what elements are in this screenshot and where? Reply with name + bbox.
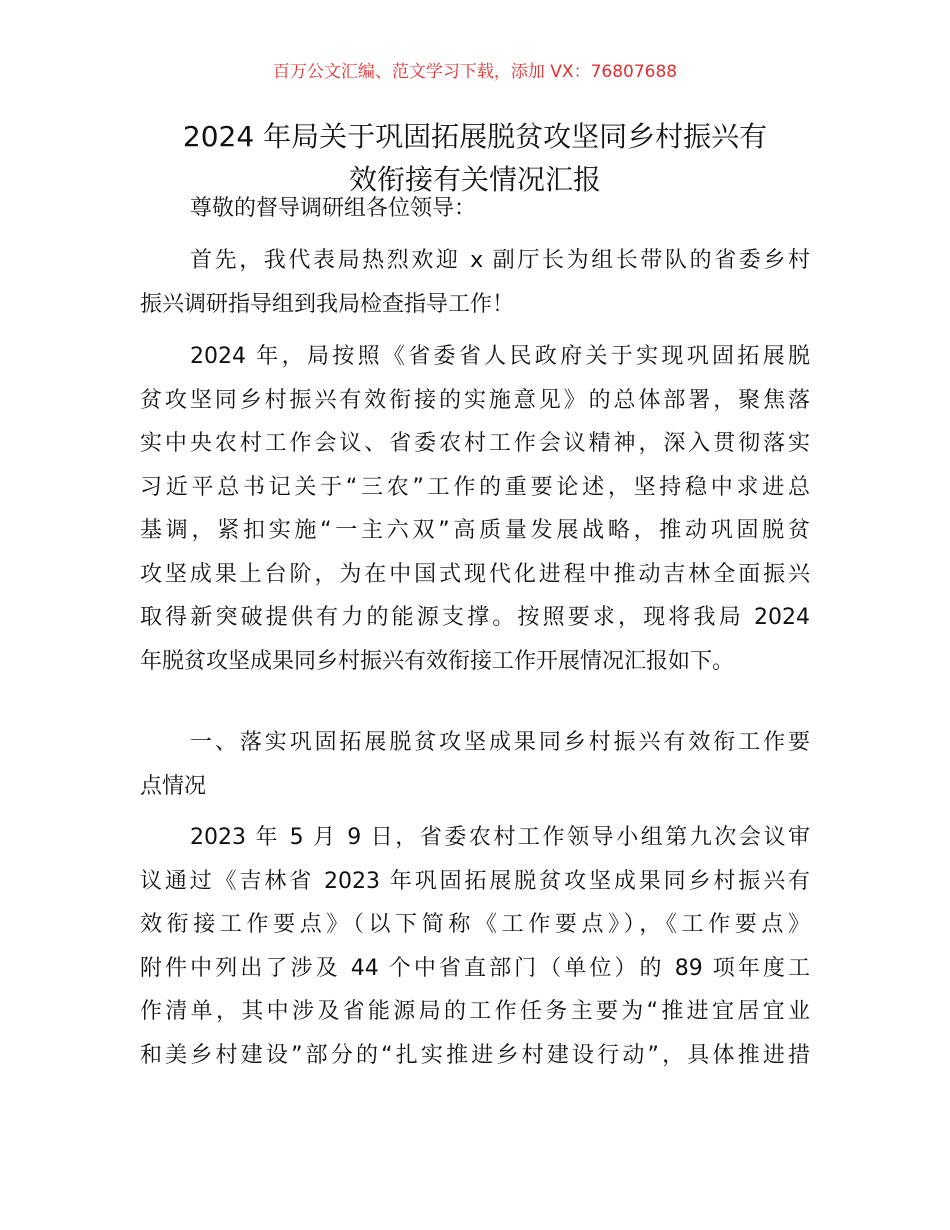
body-paragraph [140, 816, 810, 1077]
text-line: 一、落实巩固拓展脱贫攻坚成果同乡村振兴有效衔工作要 [190, 730, 810, 755]
section-heading-1 [140, 721, 810, 808]
overview-paragraph [140, 335, 810, 683]
text-line: 点情况 [140, 773, 207, 799]
text-line: 振兴调研指导组到我局检查指导工作！ [140, 291, 515, 317]
text-line: 和美乡村建设”部分的“扎实推进乡村建设行动”，具体推进措 [140, 1042, 810, 1068]
text-line: 首先，我代表局热烈欢迎 x 副厅长为组长带队的省委乡村 [190, 248, 810, 273]
text-line: 2024 年，局按照《省委省人民政府关于实现巩固拓展脱 [190, 344, 810, 369]
welcome-paragraph [140, 239, 810, 326]
text-line: 基调，紧扣实施“一主六双”高质量发展战略，推动巩固脱贫 [140, 518, 810, 543]
title-line: 2024 年局关于巩固拓展脱贫攻坚同乡村振兴有 [182, 120, 768, 153]
text-line: 年脱贫攻坚成果同乡村振兴有效衔接工作开展情况汇报如下。 [140, 648, 735, 674]
text-line: 效衔接工作要点》（以下简称《工作要点》），《工作要点》 [140, 912, 810, 937]
greeting-paragraph [140, 187, 810, 231]
title-line: 效衔接有关情况汇报 [348, 163, 601, 196]
watermark-header: 百万公文汇编、范文学习下载，添加 VX：76807688 [272, 62, 678, 82]
text-line: 攻坚成果上台阶，为在中国式现代化进程中推动吉林全面振兴 [140, 561, 810, 587]
text-line: 附件中列出了涉及 44 个中省直部门（单位）的 89 项年度工 [140, 955, 810, 981]
text-line: 议通过《吉林省 2023 年巩固拓展脱贫攻坚成果同乡村振兴有 [140, 868, 810, 894]
text-line: 作清单，其中涉及省能源局的工作任务主要为“推进宜居宜业 [140, 999, 810, 1024]
text-line: 取得新突破提供有力的能源支撑。按照要求，现将我局 2024 [140, 605, 810, 630]
text-line: 尊敬的督导调研组各位领导： [190, 196, 477, 221]
text-line: 习近平总书记关于“三农”工作的重要论述，坚持稳中求进总 [140, 474, 810, 500]
text-line: 实中央农村工作会议、省委农村工作会议精神，深入贯彻落实 [140, 431, 810, 456]
text-line: 2023 年 5 月 9 日，省委农村工作领导小组第九次会议审 [190, 825, 810, 850]
text-line: 贫攻坚同乡村振兴有效衔接的实施意见》的总体部署，聚焦落 [140, 387, 810, 413]
